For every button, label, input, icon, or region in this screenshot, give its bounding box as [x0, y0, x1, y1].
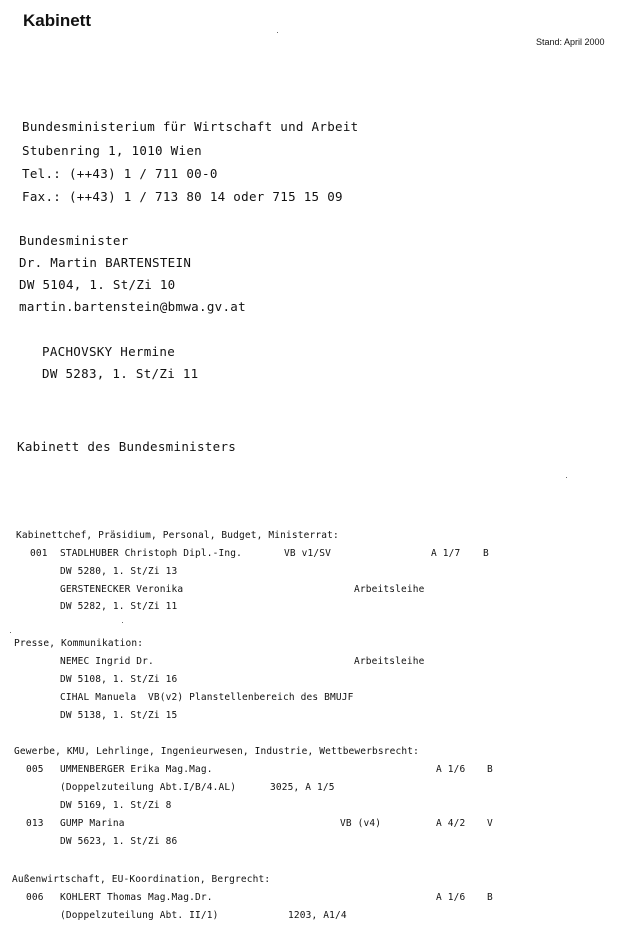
entry-status: Arbeitsleihe [354, 656, 425, 667]
entry-class: B [487, 892, 493, 903]
entry-room: DW 5623, 1. St/Zi 86 [60, 836, 178, 847]
section-heading: Presse, Kommunikation: [14, 638, 144, 649]
entry-room: DW 5138, 1. St/Zi 15 [60, 710, 178, 721]
scan-speck [122, 622, 123, 623]
entry-class: V [487, 818, 493, 829]
entry-vb: VB v1/SV [284, 548, 331, 559]
entry-note: (Doppelzuteilung Abt. II/1) [60, 910, 219, 921]
page-title: Kabinett [23, 11, 91, 30]
entry-room: DW 5280, 1. St/Zi 13 [60, 566, 178, 577]
section-heading: Kabinettchef, Präsidium, Personal, Budget, Ministerrat: [16, 530, 339, 541]
entry-number: 005 [26, 764, 44, 775]
entry-grade: A 1/6 [436, 892, 466, 903]
entry-class: B [483, 548, 489, 559]
minister-email: martin.bartenstein@bmwa.gv.at [19, 299, 246, 314]
minister-name: Dr. Martin BARTENSTEIN [19, 255, 192, 270]
entry-room: DW 5282, 1. St/Zi 11 [60, 601, 178, 612]
entry-vb: VB (v4) [340, 818, 382, 829]
scan-speck [10, 632, 11, 633]
entry-number: 006 [26, 892, 44, 903]
entry-note: (Doppelzuteilung Abt.I/B/4.AL) [60, 782, 237, 793]
entry-name: GUMP Marina [60, 818, 125, 829]
entry-grade: A 1/6 [436, 764, 466, 775]
ministry-fax: Fax.: (++43) 1 / 713 80 14 oder 715 15 09 [22, 189, 343, 204]
entry-name: KOHLERT Thomas Mag.Mag.Dr. [60, 892, 213, 903]
entry-number: 013 [26, 818, 44, 829]
entry-name: CIHAL Manuela VB(v2) Planstellenbereich des BMUJF [60, 692, 354, 703]
ministry-tel: Tel.: (++43) 1 / 711 00-0 [22, 166, 218, 181]
section-heading: Gewerbe, KMU, Lehrlinge, Ingenieurwesen, Industrie, Wettbewerbsrecht: [14, 746, 419, 757]
entry-name: NEMEC Ingrid Dr. [60, 656, 154, 667]
entry-grade: A 4/2 [436, 818, 466, 829]
entry-note-code: 3025, A 1/5 [270, 782, 335, 793]
entry-class: B [487, 764, 493, 775]
entry-status: Arbeitsleihe [354, 584, 425, 595]
scan-speck [566, 477, 567, 478]
scan-speck [277, 32, 278, 33]
minister-role: Bundesminister [19, 233, 129, 248]
entry-note-code: 1203, A1/4 [288, 910, 347, 921]
entry-name: GERSTENECKER Veronika [60, 584, 184, 595]
entry-room: DW 5169, 1. St/Zi 8 [60, 800, 172, 811]
ministry-name: Bundesministerium für Wirtschaft und Arbeit [22, 119, 359, 134]
entry-grade: A 1/7 [431, 548, 461, 559]
assistant-name: PACHOVSKY Hermine [42, 344, 176, 359]
assistant-room: DW 5283, 1. St/Zi 11 [42, 366, 199, 381]
section-heading: Außenwirtschaft, EU-Koordination, Bergrecht: [12, 874, 271, 885]
entry-room: DW 5108, 1. St/Zi 16 [60, 674, 178, 685]
entry-name: UMMENBERGER Erika Mag.Mag. [60, 764, 213, 775]
cabinet-heading: Kabinett des Bundesministers [17, 439, 237, 454]
entry-number: 001 [30, 548, 48, 559]
stand-date: Stand: April 2000 [536, 37, 605, 47]
ministry-address: Stubenring 1, 1010 Wien [22, 143, 202, 158]
entry-name: STADLHUBER Christoph Dipl.-Ing. [60, 548, 242, 559]
minister-room: DW 5104, 1. St/Zi 10 [19, 277, 176, 292]
